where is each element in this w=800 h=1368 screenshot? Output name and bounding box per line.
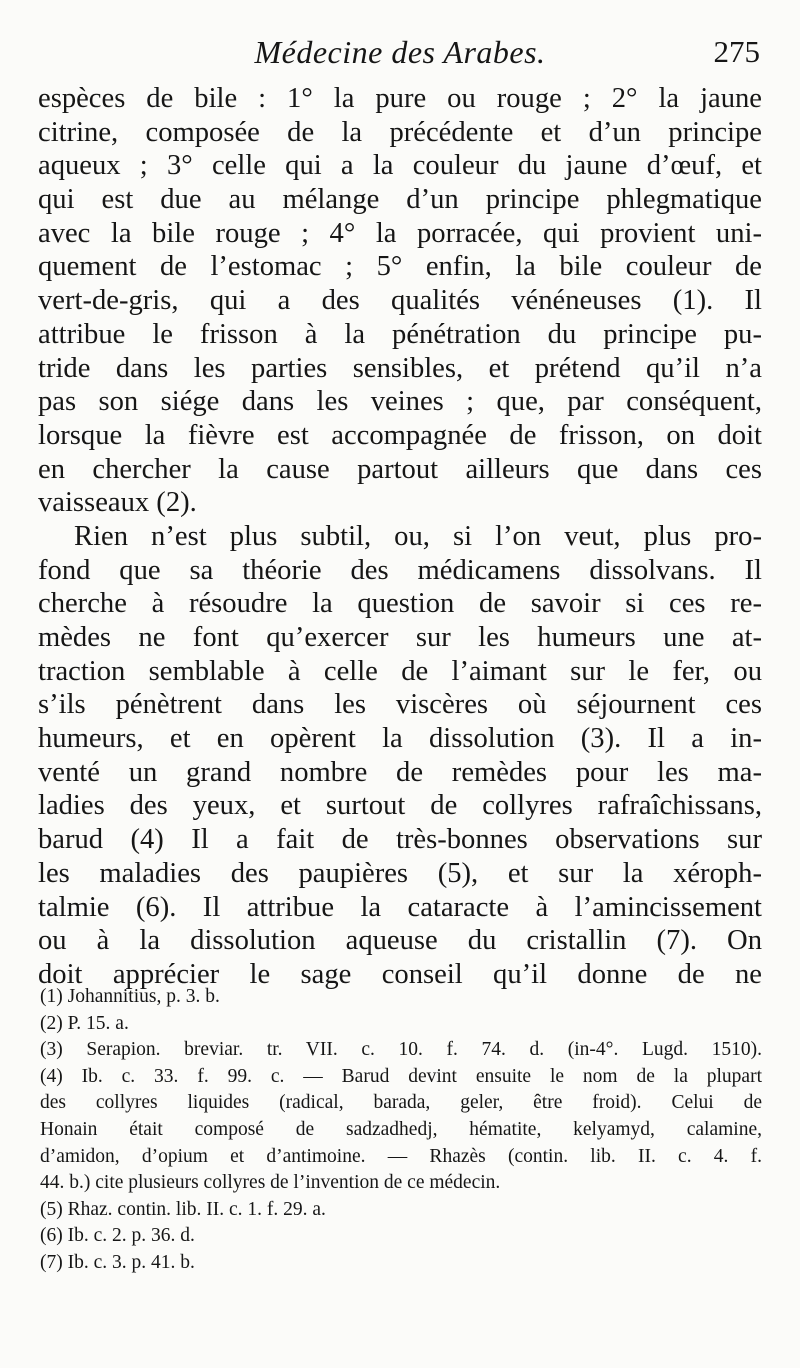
page-header <box>40 34 760 82</box>
text-line: Rien n’est plus subtil, ou, si l’on veut, plus pro- <box>74 520 762 552</box>
text-line: ladies des yeux, et surtout de collyres rafraîchissans, <box>38 790 762 822</box>
footnote-line: (5) Rhaz. contin. lib. II. c. 1. f. 29. a. <box>40 1198 326 1220</box>
footnote-line: 44. b.) cite plusieurs collyres de l’invention de ce médecin. <box>40 1172 501 1194</box>
text-line: talmie (6). Il attribue la cataracte à l’amincissement <box>38 891 762 923</box>
text-line: les maladies des paupières (5), et sur la xéroph- <box>38 857 762 889</box>
text-line: lorsque la fièvre est accompagnée de frisson, on doit <box>38 419 762 451</box>
text-line: quement de l’estomac ; 5° enfin, la bile couleur de <box>38 251 762 283</box>
footnote-line: des collyres liquides (radical, barada, geler, être froid). Celui de <box>40 1092 762 1114</box>
footnote-line: (6) Ib. c. 2. p. 36. d. <box>40 1225 195 1247</box>
footnote-line: (2) P. 15. a. <box>40 1012 129 1034</box>
text-line: doit apprécier le sage conseil qu’il donne de ne <box>38 958 762 990</box>
text-line: mèdes ne font qu’exercer sur les humeurs une at- <box>38 622 762 653</box>
text-line: vert-de-gris, qui a des qualités vénéneuses (1). Il <box>38 285 762 317</box>
text-line: cherche à résoudre la question de savoir si ces re- <box>38 588 762 620</box>
text-line: s’ils pénètrent dans les viscères où séjournent ces <box>38 689 762 721</box>
text-line: pas son siége dans les veines ; que, par conséquent, <box>38 386 762 418</box>
footnote-line: (7) Ib. c. 3. p. 41. b. <box>40 1251 195 1273</box>
footnotes <box>40 984 762 1277</box>
text-line: qui est due au mélange d’un principe phlegmatique <box>38 184 762 216</box>
text-line: citrine, composée de la précédente et d’un principe <box>38 116 762 148</box>
text-line: attribue le frisson à la pénétration du principe pu- <box>38 318 762 350</box>
footnote-line: Honain était composé de sadzadhedj, hématite, kelyamyd, calamine, <box>40 1118 762 1140</box>
page-number: 275 <box>713 34 760 69</box>
footnote-line: (4) Ib. c. 33. f. 99. c. — Barud devint ensuite le nom de la plupart <box>40 1065 762 1087</box>
text-line: humeurs, et en opèrent la dissolution (3). Il a in- <box>38 723 762 755</box>
text-line: fond que sa théorie des médicamens dissolvans. Il <box>38 554 762 586</box>
text-line: traction semblable à celle de l’aimant sur le fer, ou <box>38 655 762 687</box>
text-line: en chercher la cause partout ailleurs que dans ces <box>38 453 762 485</box>
text-line: venté un grand nombre de remèdes pour les ma- <box>38 756 762 788</box>
text-line: barud (4) Il a fait de très-bonnes observations sur <box>38 824 762 856</box>
footnote-line: (1) Johannitius, p. 3. b. <box>40 986 220 1007</box>
text-line: tride dans les parties sensibles, et prétend qu’il n’a <box>38 352 762 384</box>
text-line: avec la bile rouge ; 4° la porracée, qui provient uni- <box>38 217 762 249</box>
text-line: vaisseaux (2). <box>38 487 197 519</box>
footnote-line: d’amidon, d’opium et d’antimoine. — Rhazès (contin. lib. II. c. 4. f. <box>40 1145 762 1167</box>
running-title: Médecine des Arabes. <box>254 34 546 70</box>
text-line: aqueux ; 3° celle qui a la couleur du jaune d’œuf, et <box>38 150 762 182</box>
main-text <box>38 82 762 992</box>
footnote-line: (3) Serapion. breviar. tr. VII. c. 10. f. 74. d. (in-4°. Lugd. 1510). <box>40 1039 762 1061</box>
text-line: espèces de bile : 1° la pure ou rouge ; 2° la jaune <box>38 83 762 114</box>
text-line: ou à la dissolution aqueuse du cristallin (7). On <box>38 925 762 957</box>
